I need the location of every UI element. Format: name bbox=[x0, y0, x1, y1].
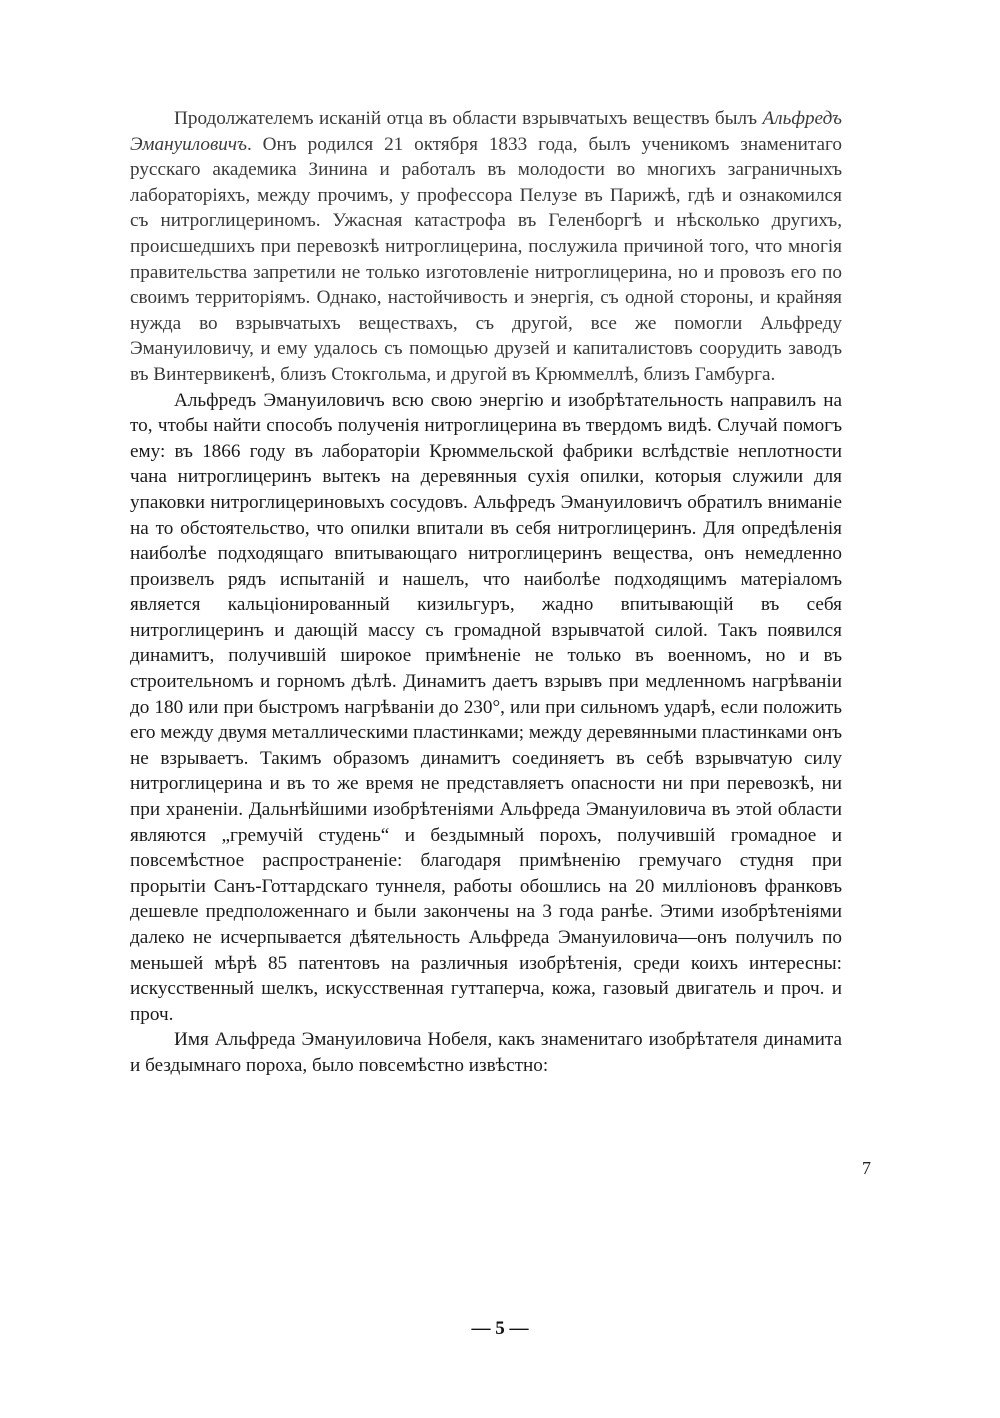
margin-mark: 7 bbox=[862, 1158, 871, 1178]
paragraph-1-text-before: Продолжателемъ исканій отца въ области взрывчатыхъ веществъ былъ bbox=[174, 108, 763, 129]
page-number: — 5 — bbox=[471, 1318, 529, 1339]
paragraph-1 bbox=[130, 106, 842, 388]
paragraph-2: Альфредъ Эмануиловичъ всю свою энергію и изобрѣтательность направилъ на то, чтобы найти способъ полученія нитроглицерина въ твердомъ видѣ. Случай помогъ ему: въ 1866 году въ лабораторіи Крюммельской фабрики вслѣдствіе неплотности чана нитроглицеринъ вытекъ на деревянныя сухія опилки, которыя служили для упаковки нитроглицериновыхъ сосудовъ. Альфредъ Эмануиловичъ обратилъ вниманіе на то обстоятельство, что опилки впитали въ себя нитроглицеринъ. Для опредѣленія наиболѣе подходящаго впитывающаго нитроглицеринъ вещества, онъ немедленно произвелъ рядъ испытаній и нашелъ, что наиболѣе подходящимъ матеріаломъ является кальціонированный кизильгуръ, жадно впитывающій въ себя нитроглицеринъ и дающій массу съ громадной взрывчатой силой. Такъ появился динамитъ, получившій широкое примѣненіе не только въ военномъ, но и въ строительномъ и горномъ дѣлѣ. Динамитъ даетъ взрывъ при медленномъ нагрѣваніи до 180 или при быстромъ нагрѣваніи до 230°, или при сильномъ ударѣ, если положить его между двумя металлическими пластинками; между деревянными пластинками онъ не взрываетъ. Такимъ образомъ динамитъ соединяетъ въ себѣ взрывчатую силу нитроглицерина и въ то же время не представляетъ опасности ни при перевозкѣ, ни при храненіи. Дальнѣйшими изобрѣтеніями Альфреда Эмануиловича въ этой области являются „гремучій студень“ и бездымный порохъ, получившій громадное и повсемѣстное распространеніе: благодаря примѣненію гремучаго студня при прорытіи Санъ-Готтардскаго туннеля, работы обошлись на 20 милліоновъ франковъ дешевле предположеннаго и были закончены на 3 года ранѣе. Этими изобрѣтеніями далеко не исчерпывается дѣятельность Альфреда Эмануиловича—онъ получилъ по меньшей мѣрѣ 85 патентовъ на различныя изобрѣтенія, среди коихъ интересны: искусственный шелкъ, искусственная гуттаперча, кожа, газовый двигатель и проч. и проч. bbox=[130, 389, 842, 1025]
paragraph-3: Имя Альфреда Эмануиловича Нобеля, какъ знаменитаго изобрѣтателя динамита и бездымнаго пороха, было повсемѣстно извѣстно: bbox=[130, 1029, 842, 1076]
body-text bbox=[130, 106, 842, 1079]
person-name-italic: Альфредъ Эмануиловичъ bbox=[130, 108, 842, 155]
paragraph-1-text-after: . Онъ родился 21 октября 1833 года, былъ ученикомъ знаменитаго русскаго академика Зинина и работалъ въ молодости во многихъ заграничныхъ лабораторіяхъ, между прочимъ, у профессора Пелузе въ Парижѣ, гдѣ и ознакомился съ нитроглицериномъ. Ужасная катастрофа въ Геленборгѣ и нѣсколько другихъ, происшедшихъ при перевозкѣ нитроглицерина, послужила причиной того, что многія правительства запретили не только изготовленіе нитроглицерина, но и провозъ его по своимъ территоріямъ. Однако, настойчивость и энергія, съ одной стороны, и крайняя нужда во взрывчатыхъ веществахъ, съ другой, все же помогли Альфреду Эмануиловичу, и ему удалось съ помощью друзей и капиталистовъ соорудить заводъ въ Винтервикенѣ, близъ Стокгольма, и другой въ Крюммеллѣ, близъ Гамбурга. bbox=[130, 133, 842, 385]
